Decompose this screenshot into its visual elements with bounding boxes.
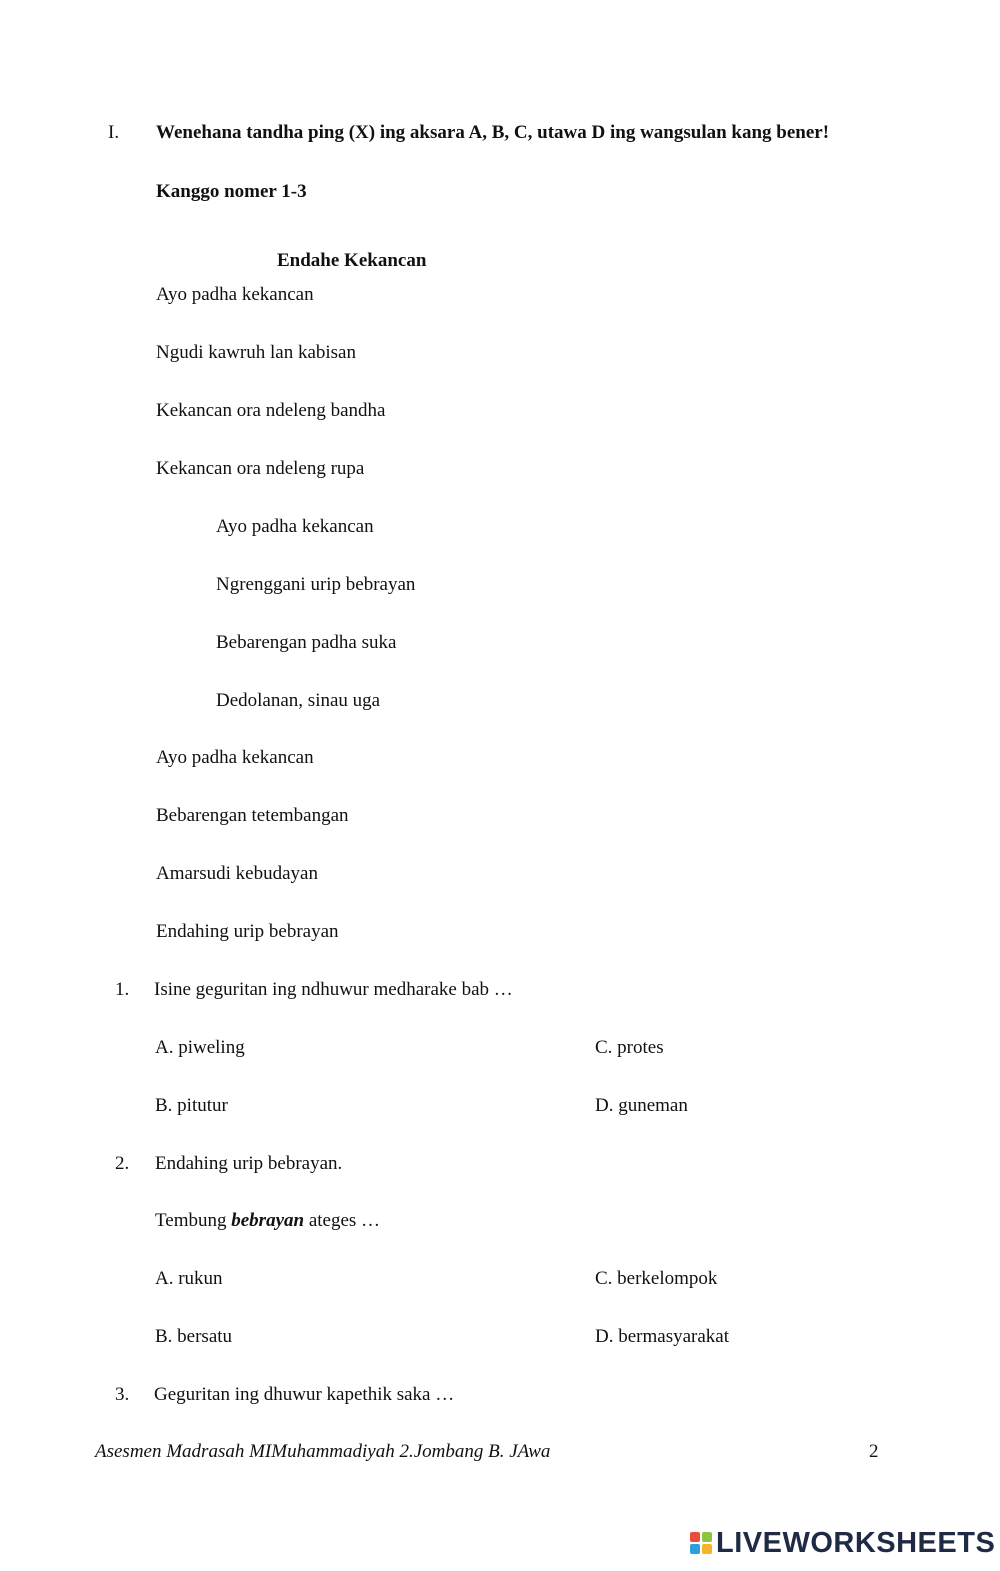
question-text: Isine geguritan ing ndhuwur medharake bab … [154,979,513,1000]
emphasized-word: bebrayan [231,1210,305,1231]
option-c[interactable]: C. protes [595,1037,664,1058]
logo-square [702,1544,712,1554]
poem-line: Amarsudi kebudayan [156,863,318,884]
option-c[interactable]: C. berkelompok [595,1268,718,1289]
option-b[interactable]: B. bersatu [155,1326,233,1347]
poem-line: Ayo padha kekancan [216,516,374,537]
option-d[interactable]: D. bermasyarakat [595,1326,729,1347]
poem-line: Ngrenggani urip bebrayan [216,574,416,595]
poem-line: Ayo padha kekancan [156,284,314,305]
poem-line: Ayo padha kekancan [156,747,314,768]
question-text: Geguritan ing dhuwur kapethik saka … [154,1384,455,1405]
subheading: Kanggo nomer 1-3 [156,181,307,202]
poem-line: Ngudi kawruh lan kabisan [156,342,356,363]
logo-grid-icon [690,1532,712,1554]
logo-square [690,1532,700,1542]
logo-square [702,1532,712,1542]
poem-line: Dedolanan, sinau uga [216,690,381,711]
liveworksheets-logo[interactable] [690,1527,995,1559]
logo-text: LIVEWORKSHEETS [716,1526,996,1559]
poem-line: Bebarengan padha suka [216,632,397,653]
option-d[interactable]: D. guneman [595,1095,688,1116]
section-number: I. [108,122,120,143]
question-number: 2. [115,1153,130,1174]
subtext-before: Tembung [155,1210,232,1231]
question-number: 3. [115,1384,130,1405]
poem-line: Endahing urip bebrayan [156,921,339,942]
logo-square [690,1544,700,1554]
footer-text: Asesmen Madrasah MIMuhammadiyah 2.Jombang B. JAwa [95,1441,551,1462]
poem-line: Kekancan ora ndeleng rupa [156,458,365,479]
poem-line: Kekancan ora ndeleng bandha [156,400,386,421]
question-subtext [155,1211,380,1230]
poem-title: Endahe Kekancan [277,250,427,271]
subtext-after: ateges … [304,1210,381,1231]
poem-line: Bebarengan tetembangan [156,805,349,826]
option-a[interactable]: A. rukun [155,1268,223,1289]
question-number: 1. [115,979,130,1000]
page-number: 2 [869,1441,879,1462]
option-a[interactable]: A. piweling [155,1037,245,1058]
question-text: Endahing urip bebrayan. [155,1153,343,1174]
option-b[interactable]: B. pitutur [155,1095,228,1116]
section-instruction: Wenehana tandha ping (X) ing aksara A, B, C, utawa D ing wangsulan kang bener! [156,122,830,143]
